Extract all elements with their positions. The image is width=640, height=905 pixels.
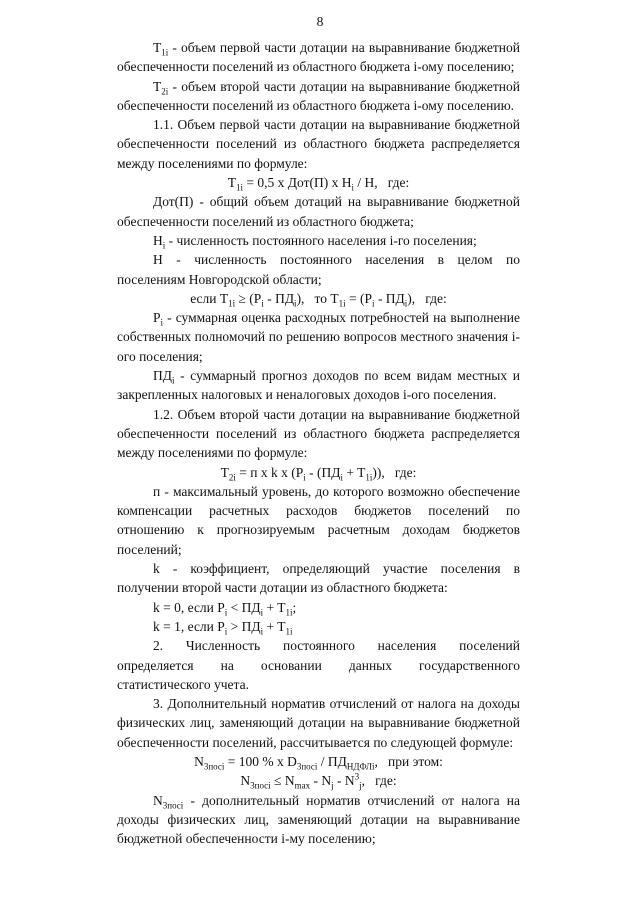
formula-t2i: $T_{2i} = п$ х k х $(P_i - (ПД_i + T_{1i}))$, где: (220, 464, 417, 483)
paragraph-2: 2. Численность постоянного населения поселений определяется на основании данных государственного статистического учета. (117, 638, 520, 692)
formula-n3pos-limit: $N_{3посi} \le N_{max} - N_j - N^3_j$, где: (240, 771, 397, 791)
paragraph-h-definition: H - численность постоянного населения в целом по поселениям Новгородской области; (117, 252, 520, 287)
paragraph-hi-definition: $H_i$ - численность постоянного населения i-го поселения; (153, 232, 477, 251)
paragraph-t1i-definition: $T_{1i}$ - объем первой части дотации на выравнивание бюджетной обеспеченности поселений из областного бюджета i-ому поселению; (117, 40, 520, 75)
paragraph-k-one: k = 1, если $P_i > ПД_i + T_{1i}$ (153, 618, 293, 637)
paragraph-dot-definition: Дот(П) - общий объем дотаций на выравнивание бюджетной обеспеченности поселений из областного бюджета; (117, 194, 520, 229)
paragraph-k-zero: k = 0, если $P_i < ПД_i + T_{1i}$; (153, 599, 297, 618)
paragraph-pi-definition: $P_i$ - суммарная оценка расходных потребностей на выполнение собственных полномочий по решению вопросов местного значения i-ого поселения; (117, 310, 520, 364)
paragraph-n3pos-definition: $N_{3посi}$ - дополнительный норматив отчислений от налога на доходы физических лиц, заменяющий дотации на выравнивание бюджетной обеспеченности i-му поселению; (117, 792, 520, 847)
formula-t1i: $T_{1i} = 0,5$ х Дот(П) х $H_i$ / H, где: (227, 175, 410, 193)
paragraph-pdi-definition: $ПД_i$ - суммарный прогноз доходов по всем видам местных и закрепленных налоговых и неналоговых доходов i-ого поселения. (117, 368, 520, 403)
page-number: 8 (316, 14, 324, 29)
formula-n3pos: $N_{3посi} = 100$ % х $D_{3посi} / ПД_{НДФЛi}$, при этом: (194, 753, 443, 772)
paragraph-n-definition: п - максимальный уровень, до которого возможно обеспечение компенсации расчетных расходов бюджетов поселений по отношению к прогнозируемым расчетным доходам бюджетов поселений; (117, 483, 520, 557)
paragraph-k-definition: k - коэффициент, определяющий участие поселения в получении второй части дотации из областного бюджета: (117, 561, 520, 596)
paragraph-1-1: 1.1. Объем первой части дотации на выравнивание бюджетной обеспеченности поселений из областного бюджета распределяется между поселениями по формуле: (117, 117, 520, 171)
formula-condition: если $T_{1i} \ge (P_i - ПД_i)$, то $T_{1i} = (P_i - ПД_i)$, где: (190, 290, 447, 309)
paragraph-1-2: 1.2. Объем второй части дотации на выравнивание бюджетной обеспеченности поселений из областного бюджета распределяется между поселениями по формуле: (117, 406, 520, 461)
paragraph-t2i-definition: $T_{2i}$ - объем второй части дотации на выравнивание бюджетной обеспеченности поселений из областного бюджета i-ому поселению. (117, 78, 520, 113)
paragraph-3: 3. Дополнительный норматив отчислений от налога на доходы физических лиц, заменяющий дотации на выравнивание бюджетной обеспеченности поселений, рассчитывается по следующей формуле: (117, 696, 520, 750)
document-body (117, 38, 520, 848)
